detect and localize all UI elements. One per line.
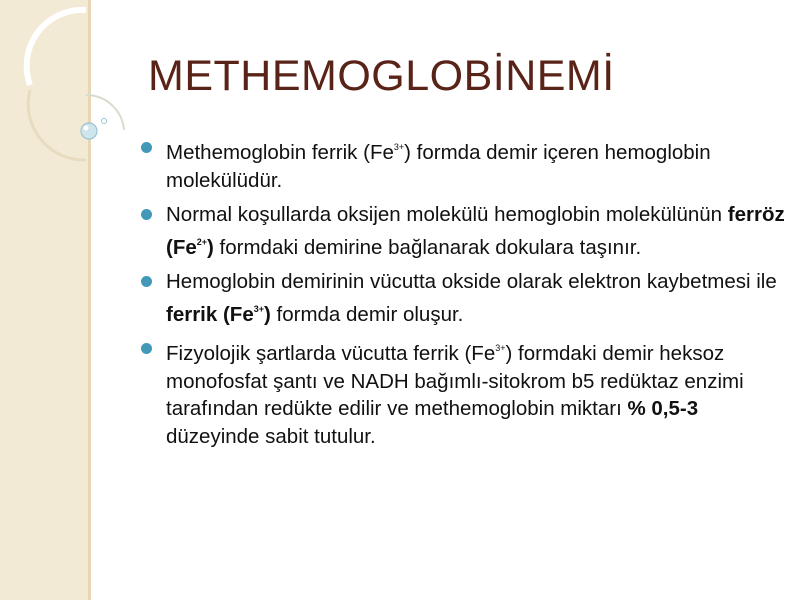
bullet-dot-icon — [141, 142, 152, 153]
decorative-circles — [0, 0, 160, 220]
slide-title: METHEMOGLOBİNEMİ — [148, 52, 615, 100]
bullet-text: Methemoglobin ferrik (Fe — [166, 141, 394, 164]
bullet-item — [140, 201, 790, 261]
bullet-text: Fizyolojik şartlarda vücutta ferrik (Fe — [166, 342, 496, 365]
bullet-text: ) formda demir içeren hemoglobin molekülüdür. — [166, 141, 711, 192]
bullet-item — [140, 134, 790, 194]
bullet-item — [140, 268, 790, 328]
bullet-text: Normal koşullarda oksijen molekülü hemoglobin molekülünün — [166, 203, 728, 226]
arc-outer-top — [27, 10, 86, 85]
small-bubble — [81, 123, 97, 139]
bullet-text: düzeyinde sabit tutulur. — [166, 424, 376, 448]
bullet-item — [140, 335, 790, 450]
bullet-text: ) — [264, 302, 271, 326]
bullet-list — [140, 134, 790, 457]
superscript-text: 3+ — [495, 343, 506, 353]
bullet-text: ) formdaki demir heksoz monofosfat şantı ve NADH bağımlı-sitokrom b5 redüktaz enzimi tarafından redükte edilir ve methemoglobin miktarı — [166, 342, 744, 420]
bullet-text: Hemoglobin demirinin vücutta okside olarak elektron kaybetmesi ile — [166, 270, 777, 293]
bullet-dot-icon — [141, 343, 152, 354]
bullet-text: formdaki demirine bağlanarak dokulara taşınır. — [213, 235, 642, 259]
bullet-text: ) — [207, 235, 214, 259]
bullet-dot-icon — [141, 276, 152, 287]
bullet-dot-icon — [141, 209, 152, 220]
superscript-text: 3+ — [253, 303, 264, 314]
bullet-text: ferrik (Fe — [166, 302, 254, 326]
arc-outer-bottom — [28, 90, 86, 160]
superscript-text: 2+ — [196, 236, 208, 247]
tiny-bubble — [102, 119, 107, 124]
bullet-text: ferröz (Fe — [166, 203, 785, 259]
bullet-text: formda demir oluşur. — [270, 302, 464, 326]
bullet-text: % 0,5-3 — [627, 397, 699, 420]
bubble-highlight — [84, 126, 89, 131]
superscript-text: 3+ — [393, 142, 405, 152]
